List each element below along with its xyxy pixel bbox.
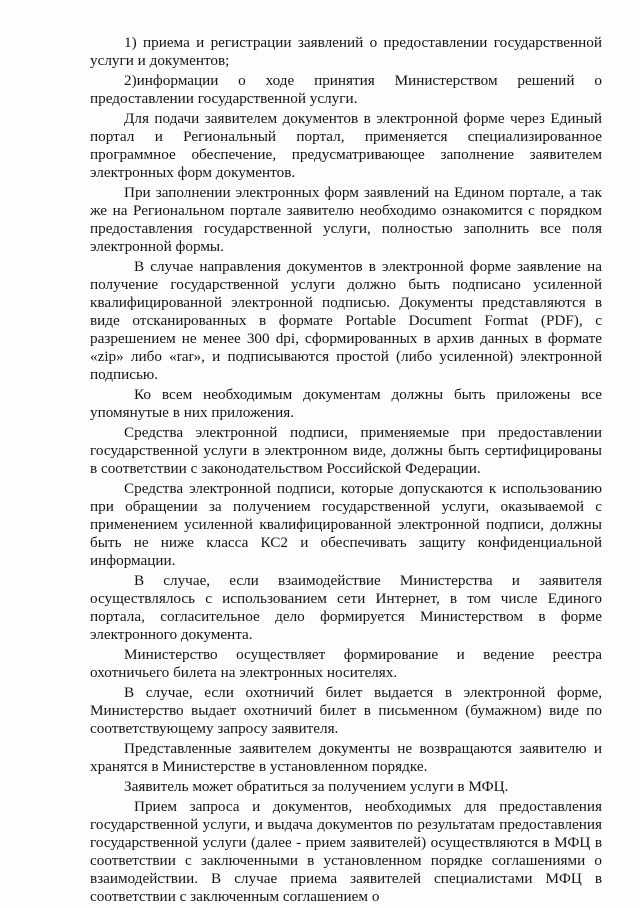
paragraph-11: В случае, если охотничий билет выдается в электронной форме, Министерство выдает охотничий билет в письменном (бумажном) виде по соответствующему запросу заявителя. (90, 684, 602, 737)
paragraph-14: Прием запроса и документов, необходимых для предоставления государственной услуги, и выдача документов по результатам предоставления государственной услуги (далее - прием заявителей) осуществляются в МФЦ в соответствии с заключенными в установленном порядке соглашениями о взаимодействии. В случае приема заявителей специалистами МФЦ в соответствии с заключенным соглашением о (90, 798, 602, 905)
paragraph-5: В случае направления документов в электронной форме заявление на получение государственной услуги должно быть подписано усиленной квалифицированной электронной подписью. Документы представляются в виде отсканированных в формате Portable Document Format (PDF), с разрешением не менее 300 dpi, сформированных в архив данных в формате «zip» либо «rar», и подписываются простой (либо усиленной) электронной подписью. (90, 258, 602, 383)
paragraph-9: В случае, если взаимодействие Министерства и заявителя осуществлялось с использованием сети Интернет, в том числе Единого портала, согласительное дело формируется Министерством в форме электронного документа. (90, 572, 602, 643)
paragraph-8: Средства электронной подписи, которые допускаются к использованию при обращении за получением государственной услуги, оказываемой с применением усиленной квалифицированной электронной подписи, должны быть не ниже класса КС2 и обеспечивать защиту конфиденциальной информации. (90, 480, 602, 569)
paragraph-10: Министерство осуществляет формирование и ведение реестра охотничьего билета на электронных носителях. (90, 646, 602, 681)
document-body (90, 34, 602, 908)
paragraph-1: 1) приема и регистрации заявлений о предоставлении государственной услуги и документов; (90, 34, 602, 69)
paragraph-2: 2)информации о ходе принятия Министерством решений о предоставлении государственной услуги. (90, 72, 602, 107)
paragraph-13: Заявитель может обратиться за получением услуги в МФЦ. (124, 778, 509, 795)
paragraph-4: При заполнении электронных форм заявлений на Едином портале, а так же на Региональном портале заявителю необходимо ознакомится с порядком предоставления государственной услуги, полностью заполнить все поля электронной формы. (90, 184, 602, 255)
paragraph-12: Представленные заявителем документы не возвращаются заявителю и хранятся в Министерстве в установленном порядке. (90, 740, 602, 775)
paragraph-3: Для подачи заявителем документов в электронной форме через Единый портал и Региональный портал, применяется специализированное программное обеспечение, предусматривающее заполнение заявителем электронных форм документов. (90, 110, 602, 181)
paragraph-6: Ко всем необходимым документам должны быть приложены все упомянутые в них приложения. (90, 386, 602, 421)
paragraph-7: Средства электронной подписи, применяемые при предоставлении государственной услуги в электронном виде, должны быть сертифицированы в соответствии с законодательством Российской Федерации. (90, 424, 602, 477)
